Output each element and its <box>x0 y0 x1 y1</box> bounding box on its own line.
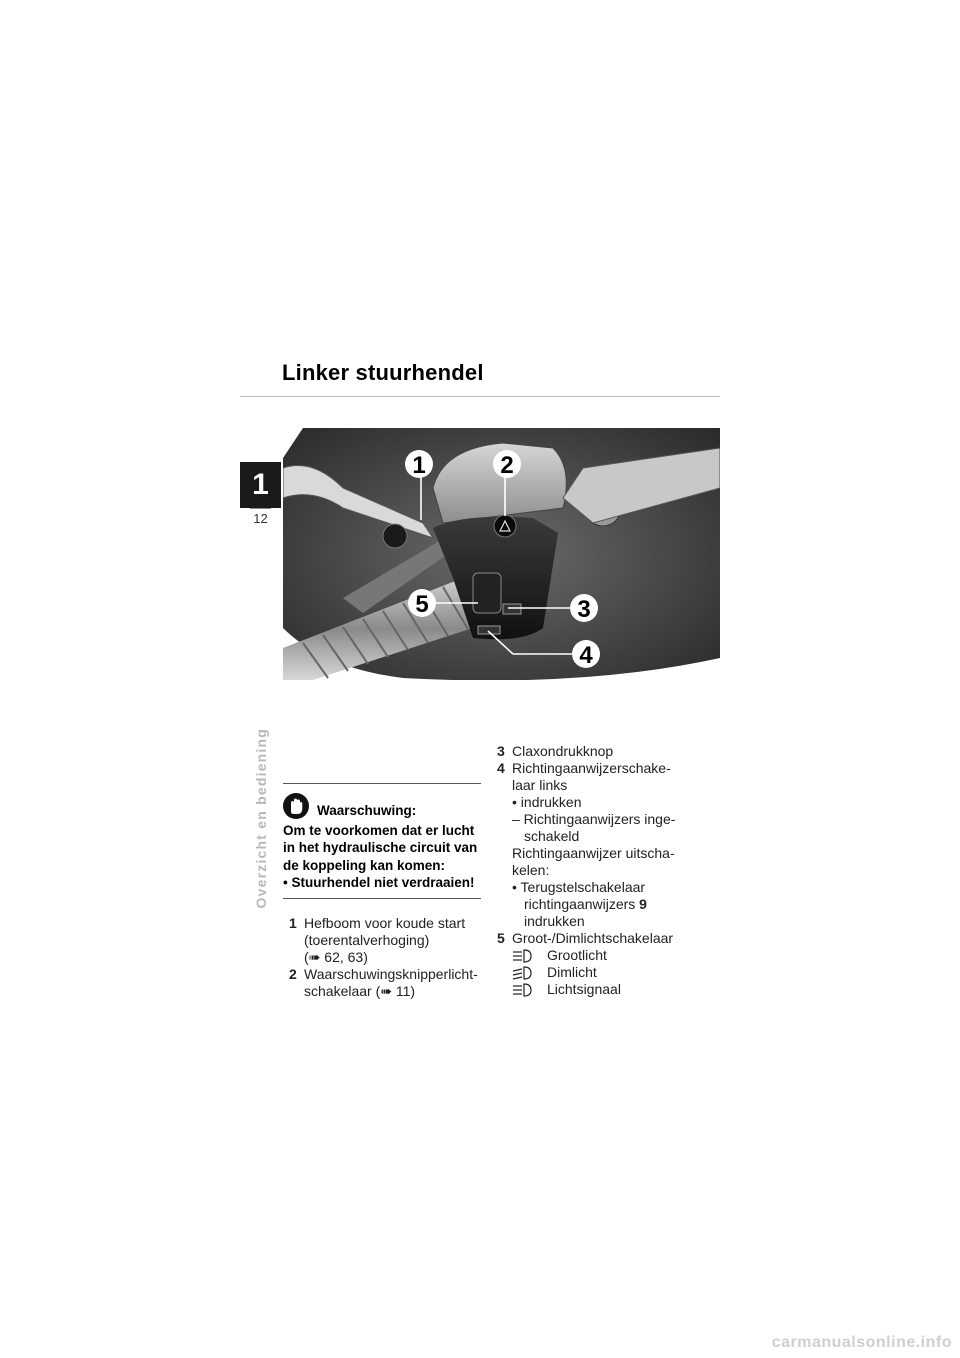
legend-dash: – Richtingaanwijzers inge- <box>512 811 676 827</box>
side-label-container <box>253 548 273 909</box>
page-number: 12 <box>253 511 268 526</box>
legend-text: richtingaanwijzers <box>524 896 640 912</box>
callout-5: 5 <box>415 591 429 618</box>
legend-line: laar links <box>512 777 568 793</box>
legend-dash-cont: schakeld <box>524 828 580 844</box>
legend-number: 5 <box>497 930 505 946</box>
legend-line: (toerentalverhoging) <box>304 932 430 948</box>
legend-line: Waarschuwingsknipperlicht- <box>304 966 478 982</box>
warning-box <box>283 783 481 899</box>
light-row-high <box>497 947 697 964</box>
legend-bullet-cont <box>497 896 697 913</box>
legend-bullet: • Terugstelschakelaar <box>512 879 646 895</box>
legend-number: 3 <box>497 743 505 759</box>
high-beam-icon <box>512 949 532 963</box>
callout-2: 2 <box>500 452 514 479</box>
handlebar-photo <box>283 428 720 680</box>
callout-4: 4 <box>579 642 593 669</box>
legend-number: 1 <box>289 915 297 931</box>
legend-item-5 <box>497 930 697 947</box>
legend-line: schakelaar (➠ 11) <box>304 983 416 999</box>
light-row-flash <box>497 981 697 998</box>
legend-item-3 <box>497 743 697 760</box>
light-label: Grootlicht <box>547 947 607 963</box>
warning-bullet: • Stuurhendel niet verdraaien! <box>283 875 475 890</box>
legend-bullet: • indrukken <box>512 794 582 810</box>
legend-page-ref: (➠ 62, 63) <box>304 949 368 965</box>
legend-ref-number: 9 <box>639 896 647 912</box>
side-label: Overzicht en bediening <box>253 728 269 909</box>
light-label: Lichtsignaal <box>547 981 621 997</box>
legend-line: Claxondrukknop <box>512 743 614 759</box>
flash-beam-icon <box>512 983 532 997</box>
warning-body: Om te voorkomen dat er lucht in het hydraulische circuit van de koppeling kan komen: <box>283 822 478 873</box>
legend-plain: kelen: <box>512 862 550 878</box>
warning-hand-icon <box>283 793 309 819</box>
legend-item-1 <box>289 915 484 966</box>
page-title: Linker stuurhendel <box>282 360 484 385</box>
legend-line: Richtingaanwijzerschake- <box>512 760 671 776</box>
light-row-low <box>497 964 697 981</box>
light-label: Dimlicht <box>547 964 597 980</box>
legend-number: 2 <box>289 966 297 982</box>
legend-bullet-cont: indrukken <box>524 913 585 929</box>
footer-watermark: carmanualsonline.info <box>771 1334 952 1351</box>
legend-right <box>497 743 697 998</box>
legend-number: 4 <box>497 760 505 776</box>
legend-line: Groot-/Dimlichtschakelaar <box>512 930 674 946</box>
callout-1: 1 <box>412 452 426 479</box>
chapter-tab: 1 <box>240 462 281 508</box>
legend-plain: Richtingaanwijzer uitscha- <box>512 845 675 861</box>
callout-3: 3 <box>577 596 591 623</box>
title-divider <box>240 396 720 397</box>
warning-title: Waarschuwing: <box>317 803 417 818</box>
low-beam-icon <box>512 966 532 980</box>
legend-item-2 <box>289 966 484 1000</box>
legend-left <box>289 915 484 1000</box>
legend-line: Hefboom voor koude start <box>304 915 466 931</box>
legend-item-4 <box>497 760 697 794</box>
